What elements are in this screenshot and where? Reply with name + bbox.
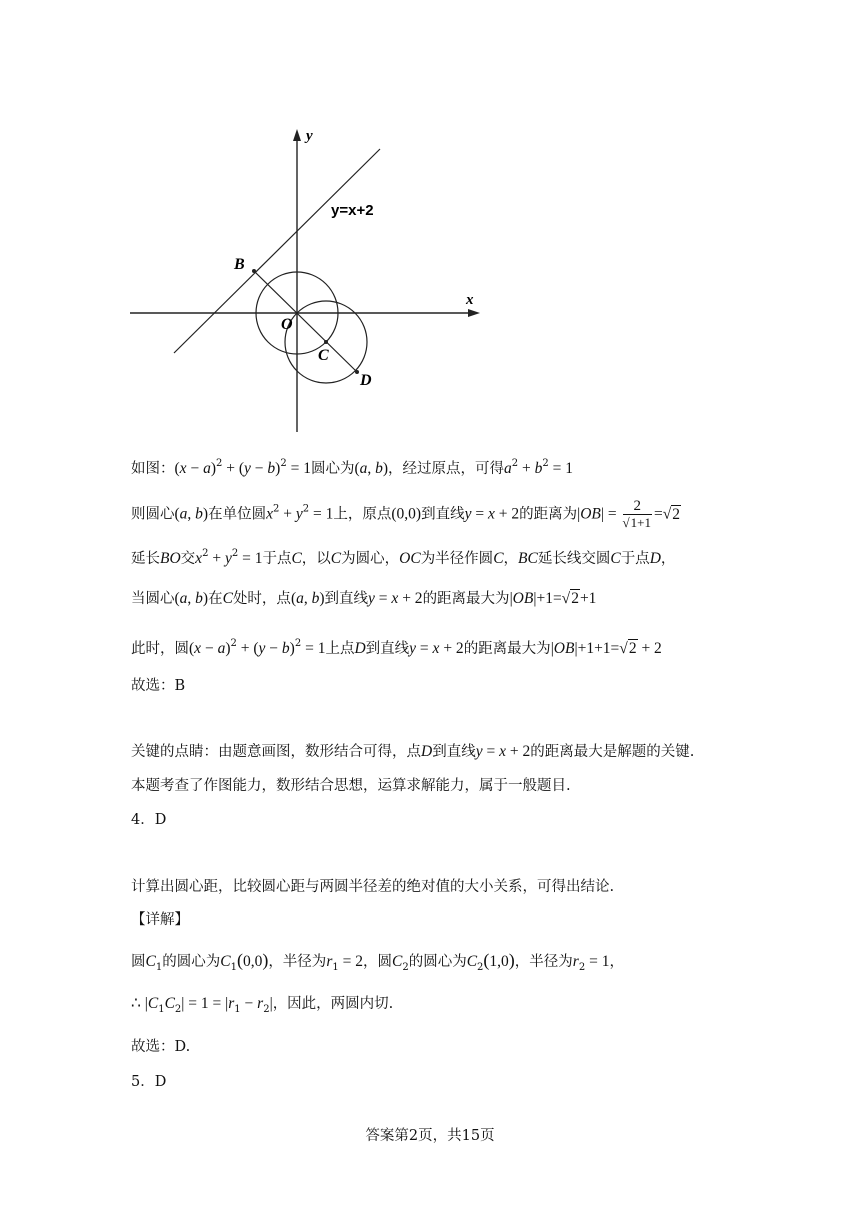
point-c-dot <box>324 340 328 344</box>
text-segment: 为半径作圆 <box>420 551 494 567</box>
key-point-line: 关键的点睛：由题意画图，数形结合可得，点D到直线y = x + 2的距离最大是解题的关键. <box>131 743 695 760</box>
solution-line-1: 如图：$(x - a)^2 + (y - b)^2 = 1$圆心为(a, b)，经过原点，可得$a^2 + b^2 = 1$ <box>131 458 574 477</box>
text-segment: 于点 <box>620 551 650 567</box>
text-segment: 的距离最大为 <box>422 591 510 607</box>
text-segment: 处时，点 <box>232 591 291 607</box>
line-label: y=x+2 <box>331 202 374 219</box>
text-segment: ，半径为 <box>268 954 327 970</box>
point-b-dot <box>252 269 256 273</box>
text-segment: 的距离最大为 <box>463 641 551 657</box>
solution-line-3: 延长BO交$x^2 + y^2 = 1$于点C，以C为圆心，OC为半径作圆C，BC延长线交圆C于点D， <box>131 548 676 567</box>
text-segment: 上点 <box>325 641 355 657</box>
detail-line-2: ∴ $|C_1C_2| = 1 = |r_1 - r_2|$，因此，两圆内切. <box>131 995 394 1015</box>
text-segment: ， <box>660 551 676 567</box>
solution-line-4: 当圆心(a, b)在C处时，点(a, b)到直线y = x + 2的距离最大为|OB|+1=√2+1 <box>131 590 597 607</box>
point-d-label: D <box>360 372 372 389</box>
text-segment: 在单位圆 <box>208 506 267 523</box>
y-axis-arrow <box>293 129 301 141</box>
analysis-line: 计算出圆心距，比较圆心距与两圆半径差的绝对值的大小关系，可得出结论. <box>131 879 615 895</box>
x-axis-arrow <box>468 309 480 317</box>
answer-line-4: 故选：D. <box>131 1039 191 1055</box>
axis-y-label: y <box>306 128 313 144</box>
text-segment: 到直线 <box>421 506 465 523</box>
summary-line: 本题考查了作图能力，数形结合思想，运算求解能力，属于一般题目. <box>131 778 571 794</box>
text-segment: 的距离最大是解题的关键. <box>530 744 695 760</box>
text-segment: 关键的点睛：由题意画图，数形结合可得，点 <box>131 744 421 760</box>
text-segment: 如图： <box>131 461 175 477</box>
page-footer: 答案第2页，共15页 <box>365 1128 495 1144</box>
line-y-eq-x-plus-2 <box>174 149 380 353</box>
geometry-figure <box>120 118 490 436</box>
solution-line-2: 则圆心(a, b)在单位圆$x^2 + y^2 = 1$上，原点(0,0)到直线y = x + 2的距离为|OB| = $\frac{2}{√1+1}$ =√2 <box>131 498 680 530</box>
text-segment: ，因此，两圆内切. <box>272 996 394 1012</box>
solution-line-5: 此时，圆$(x - a)^2 + (y - b)^2 = 1$上点D到直线y = x + 2的距离最大为|OB|+1+1=√2 + 2 <box>131 638 662 657</box>
text-segment: 则圆心 <box>131 506 175 523</box>
text-segment: 当圆心 <box>131 591 175 607</box>
point-d-dot <box>355 370 359 374</box>
segment-bd <box>254 271 357 372</box>
text-segment: 圆心为 <box>310 461 355 477</box>
text-segment: 此时，圆 <box>131 641 189 657</box>
text-segment: ，经过原点，可得 <box>388 461 505 477</box>
detail-line-1: 圆$C_1$的圆心为$C_1(0,0)$，半径为$r_1 = 2$，圆$C_2$的圆心为$C_2(1,0)$，半径为$r_2 = 1$， <box>131 950 624 973</box>
axis-x-label: x <box>466 292 474 308</box>
text-segment: 延长线交圆 <box>537 551 611 567</box>
question-4-answer: 4．D <box>131 812 167 828</box>
answer-line-3: 故选：B <box>131 678 186 694</box>
text-segment: ，圆 <box>362 954 392 970</box>
text-segment: ， <box>503 551 519 567</box>
text-segment: 交 <box>180 551 196 567</box>
text-segment: 上，原点 <box>333 506 392 523</box>
text-segment: ，半径为 <box>514 954 573 970</box>
text-segment: 延长 <box>131 551 160 567</box>
text-segment: 到直线 <box>324 591 369 607</box>
point-c-label: C <box>318 347 329 364</box>
detail-heading: 【详解】 <box>131 912 189 928</box>
point-o-label: O <box>281 316 293 333</box>
text-segment: 圆 <box>131 954 146 970</box>
point-b-label: B <box>234 256 245 273</box>
text-segment: ， <box>609 954 624 970</box>
text-segment: 于点 <box>262 551 292 567</box>
text-segment: 为圆心， <box>341 551 400 567</box>
text-segment: 的圆心为 <box>162 954 221 970</box>
text-segment: 到直线 <box>432 744 476 760</box>
text-segment: ，以 <box>301 551 331 567</box>
question-5-answer: 5．D <box>131 1074 167 1090</box>
text-segment: 的圆心为 <box>408 954 467 970</box>
text-segment: 的距离为 <box>519 506 578 523</box>
text-segment: 在 <box>208 591 223 607</box>
text-segment: 到直线 <box>365 641 410 657</box>
